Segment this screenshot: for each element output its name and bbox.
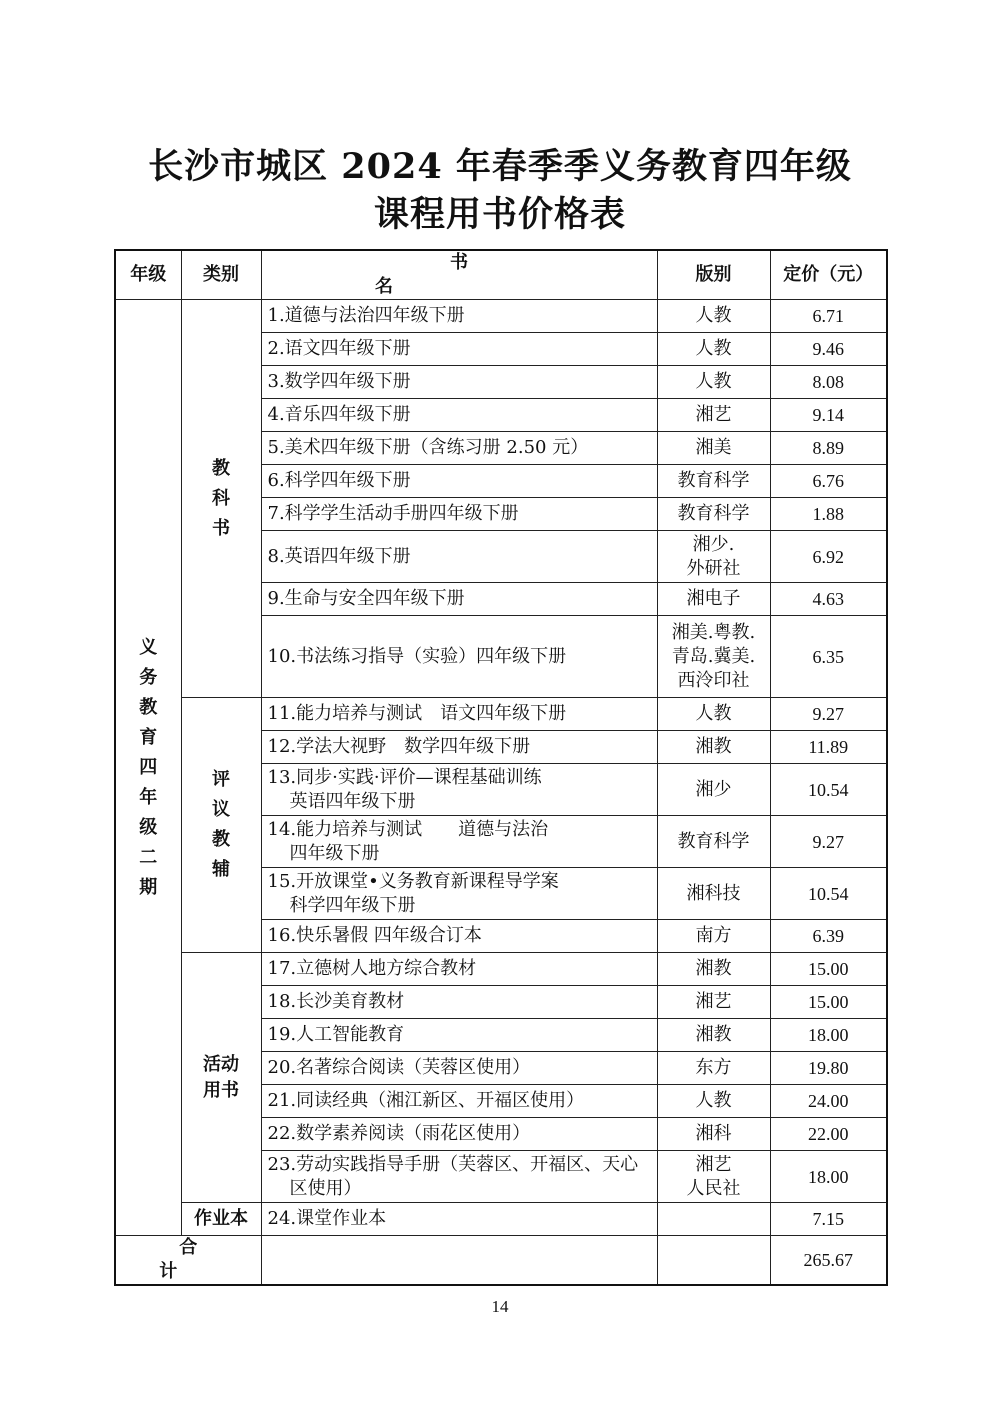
grade-cell bbox=[115, 300, 181, 1236]
page-number: 14 bbox=[491, 1297, 509, 1316]
price-cell: 24.00 bbox=[770, 1085, 887, 1118]
publisher-cell bbox=[657, 333, 770, 366]
book-name-cell bbox=[261, 300, 657, 333]
publisher-cell bbox=[657, 531, 770, 583]
publisher: 湘艺 bbox=[695, 404, 732, 425]
book-name-cell bbox=[261, 432, 657, 465]
publisher: 湘少 bbox=[695, 778, 732, 800]
header-publisher: 版别 bbox=[657, 250, 770, 300]
book-name: 2.语文四年级下册 bbox=[267, 338, 411, 359]
book-name: 10.书法练习指导（实验）四年级下册 bbox=[267, 645, 567, 667]
price-cell: 7.15 bbox=[770, 1203, 887, 1236]
header-price: 定价（元） bbox=[770, 250, 887, 300]
category-textbooks-label: 教科书 bbox=[211, 457, 230, 539]
book-name: 区使用） bbox=[289, 1177, 362, 1199]
book-name: 14.能力培养与测试 道德与法治 bbox=[267, 818, 549, 840]
book-name-cell bbox=[261, 616, 657, 698]
total-empty-publisher bbox=[657, 1236, 770, 1286]
book-name-cell bbox=[261, 583, 657, 616]
publisher: 湘美 bbox=[695, 437, 732, 458]
book-name: 15.开放课堂•义务教育新课程导学案 bbox=[267, 870, 559, 892]
publisher-cell bbox=[657, 1151, 770, 1203]
publisher-cell bbox=[657, 399, 770, 432]
publisher: 东方 bbox=[695, 1057, 732, 1078]
title-line-1: 长沙市城区 2024 年春季季义务教育四年级 bbox=[148, 146, 852, 187]
publisher: 西泠印社 bbox=[677, 669, 750, 691]
total-value: 265.67 bbox=[770, 1236, 887, 1286]
publisher: 湘科技 bbox=[686, 882, 741, 904]
book-name-cell bbox=[261, 953, 657, 986]
price-cell: 9.27 bbox=[770, 698, 887, 731]
publisher-cell bbox=[657, 300, 770, 333]
book-name: 22.数学素养阅读（雨花区使用） bbox=[267, 1123, 531, 1144]
publisher-cell bbox=[657, 764, 770, 816]
book-name: 3.数学四年级下册 bbox=[267, 371, 411, 392]
price-cell: 9.14 bbox=[770, 399, 887, 432]
book-name-cell bbox=[261, 920, 657, 953]
table-body bbox=[115, 300, 887, 1236]
publisher: 湘电子 bbox=[686, 588, 741, 609]
publisher: 湘少. bbox=[692, 533, 735, 555]
book-name: 英语四年级下册 bbox=[289, 790, 416, 812]
publisher: 人教 bbox=[695, 703, 732, 724]
price-cell: 6.39 bbox=[770, 920, 887, 953]
book-name: 19.人工智能教育 bbox=[267, 1024, 405, 1045]
publisher: 教育科学 bbox=[677, 503, 750, 524]
book-name-cell bbox=[261, 764, 657, 816]
price-cell: 15.00 bbox=[770, 953, 887, 986]
price-cell: 8.08 bbox=[770, 366, 887, 399]
publisher-cell bbox=[657, 1019, 770, 1052]
book-name-cell bbox=[261, 698, 657, 731]
book-name-cell bbox=[261, 816, 657, 868]
publisher-cell bbox=[657, 1052, 770, 1085]
total-empty-name bbox=[261, 1236, 657, 1286]
book-name-cell bbox=[261, 1203, 657, 1236]
price-cell: 4.63 bbox=[770, 583, 887, 616]
book-name: 24.课堂作业本 bbox=[267, 1208, 387, 1229]
book-name: 11.能力培养与测试 语文四年级下册 bbox=[267, 703, 567, 724]
table-row bbox=[115, 300, 887, 333]
publisher: 湘教 bbox=[695, 1024, 732, 1045]
category-textbooks bbox=[181, 300, 261, 698]
price-cell: 22.00 bbox=[770, 1118, 887, 1151]
book-name: 21.同读经典（湘江新区、开福区使用） bbox=[267, 1090, 585, 1111]
table-row bbox=[115, 1203, 887, 1236]
price-cell: 18.00 bbox=[770, 1151, 887, 1203]
price-table bbox=[114, 249, 888, 1286]
publisher: 人教 bbox=[695, 305, 732, 326]
price-cell: 6.76 bbox=[770, 465, 887, 498]
publisher-cell bbox=[657, 1118, 770, 1151]
book-name-cell bbox=[261, 498, 657, 531]
price-cell: 10.54 bbox=[770, 764, 887, 816]
publisher: 人教 bbox=[695, 1090, 732, 1111]
publisher-cell bbox=[657, 465, 770, 498]
book-name-cell bbox=[261, 1019, 657, 1052]
book-name-cell bbox=[261, 366, 657, 399]
publisher: 湘艺 bbox=[695, 1153, 732, 1175]
publisher: 湘艺 bbox=[695, 991, 732, 1012]
book-name-cell bbox=[261, 1118, 657, 1151]
price-cell: 6.71 bbox=[770, 300, 887, 333]
price-cell: 10.54 bbox=[770, 868, 887, 920]
publisher-cell bbox=[657, 816, 770, 868]
publisher: 南方 bbox=[695, 925, 732, 946]
publisher-cell bbox=[657, 583, 770, 616]
grade-label: 义务教育四年级二期 bbox=[139, 636, 158, 898]
publisher: 青岛.冀美. bbox=[671, 645, 756, 667]
book-name: 四年级下册 bbox=[289, 842, 380, 864]
publisher-cell bbox=[657, 698, 770, 731]
total-label: 合计 bbox=[115, 1236, 261, 1286]
price-cell: 6.35 bbox=[770, 616, 887, 698]
book-name-cell bbox=[261, 531, 657, 583]
book-name: 6.科学四年级下册 bbox=[267, 470, 411, 491]
price-cell: 11.89 bbox=[770, 731, 887, 764]
publisher: 教育科学 bbox=[677, 470, 750, 491]
publisher: 湘教 bbox=[695, 736, 732, 757]
book-name: 1.道德与法治四年级下册 bbox=[267, 305, 465, 326]
book-name: 18.长沙美育教材 bbox=[267, 991, 405, 1012]
publisher-cell bbox=[657, 920, 770, 953]
publisher-cell bbox=[657, 731, 770, 764]
price-cell: 8.89 bbox=[770, 432, 887, 465]
book-name-cell bbox=[261, 1052, 657, 1085]
total-row bbox=[115, 1236, 887, 1286]
book-name-cell bbox=[261, 731, 657, 764]
price-cell: 18.00 bbox=[770, 1019, 887, 1052]
price-cell: 19.80 bbox=[770, 1052, 887, 1085]
book-name-cell bbox=[261, 465, 657, 498]
table-header-row bbox=[115, 250, 887, 300]
table-row bbox=[115, 698, 887, 731]
book-name: 12.学法大视野 数学四年级下册 bbox=[267, 736, 531, 757]
category-assessment-label: 评议教辅 bbox=[211, 769, 230, 880]
book-name-cell bbox=[261, 333, 657, 366]
book-name: 16.快乐暑假 四年级合订本 bbox=[267, 925, 482, 946]
book-name: 23.劳动实践指导手册（芙蓉区、开福区、天心 bbox=[267, 1153, 639, 1175]
book-name: 5.美术四年级下册（含练习册 2.50 元） bbox=[267, 437, 589, 458]
book-name: 7.科学学生活动手册四年级下册 bbox=[267, 503, 519, 524]
category-activity-label: 活动用书 bbox=[203, 1053, 239, 1101]
publisher: 人民社 bbox=[686, 1177, 741, 1199]
book-name-cell bbox=[261, 986, 657, 1019]
table-row bbox=[115, 953, 887, 986]
book-name-cell bbox=[261, 399, 657, 432]
publisher: 人教 bbox=[695, 371, 732, 392]
category-assessment bbox=[181, 698, 261, 953]
publisher-cell bbox=[657, 366, 770, 399]
publisher-cell bbox=[657, 1085, 770, 1118]
publisher: 外研社 bbox=[686, 557, 741, 579]
book-name: 9.生命与安全四年级下册 bbox=[267, 588, 465, 609]
header-category: 类别 bbox=[181, 250, 261, 300]
publisher-cell bbox=[657, 986, 770, 1019]
book-name: 4.音乐四年级下册 bbox=[267, 404, 411, 425]
category-homework-label: 作业本 bbox=[194, 1208, 248, 1229]
publisher-cell bbox=[657, 432, 770, 465]
title-line-2: 课程用书价格表 bbox=[373, 194, 626, 235]
publisher-cell bbox=[657, 1203, 770, 1236]
category-homework bbox=[181, 1203, 261, 1236]
header-grade: 年级 bbox=[115, 250, 181, 300]
publisher-cell bbox=[657, 868, 770, 920]
category-activity bbox=[181, 953, 261, 1203]
price-cell: 9.27 bbox=[770, 816, 887, 868]
book-name: 20.名著综合阅读（芙蓉区使用） bbox=[267, 1057, 531, 1078]
publisher: 人教 bbox=[695, 338, 732, 359]
publisher: 湘美.粤教. bbox=[671, 621, 756, 643]
publisher: 湘教 bbox=[695, 958, 732, 979]
publisher: 湘科 bbox=[695, 1123, 732, 1144]
price-cell: 9.46 bbox=[770, 333, 887, 366]
price-cell: 6.92 bbox=[770, 531, 887, 583]
publisher-cell bbox=[657, 616, 770, 698]
price-cell: 15.00 bbox=[770, 986, 887, 1019]
book-name: 13.同步·实践·评价—课程基础训练 bbox=[267, 766, 542, 788]
book-name: 8.英语四年级下册 bbox=[267, 545, 411, 567]
book-name: 17.立德树人地方综合教材 bbox=[267, 958, 477, 979]
book-name-cell bbox=[261, 1085, 657, 1118]
publisher: 教育科学 bbox=[677, 830, 750, 852]
book-name-cell bbox=[261, 868, 657, 920]
page-title bbox=[0, 143, 1000, 239]
header-book-name: 书名 bbox=[261, 250, 657, 300]
book-name: 科学四年级下册 bbox=[289, 894, 416, 916]
publisher-cell bbox=[657, 953, 770, 986]
publisher-cell bbox=[657, 498, 770, 531]
price-cell: 1.88 bbox=[770, 498, 887, 531]
book-name-cell bbox=[261, 1151, 657, 1203]
